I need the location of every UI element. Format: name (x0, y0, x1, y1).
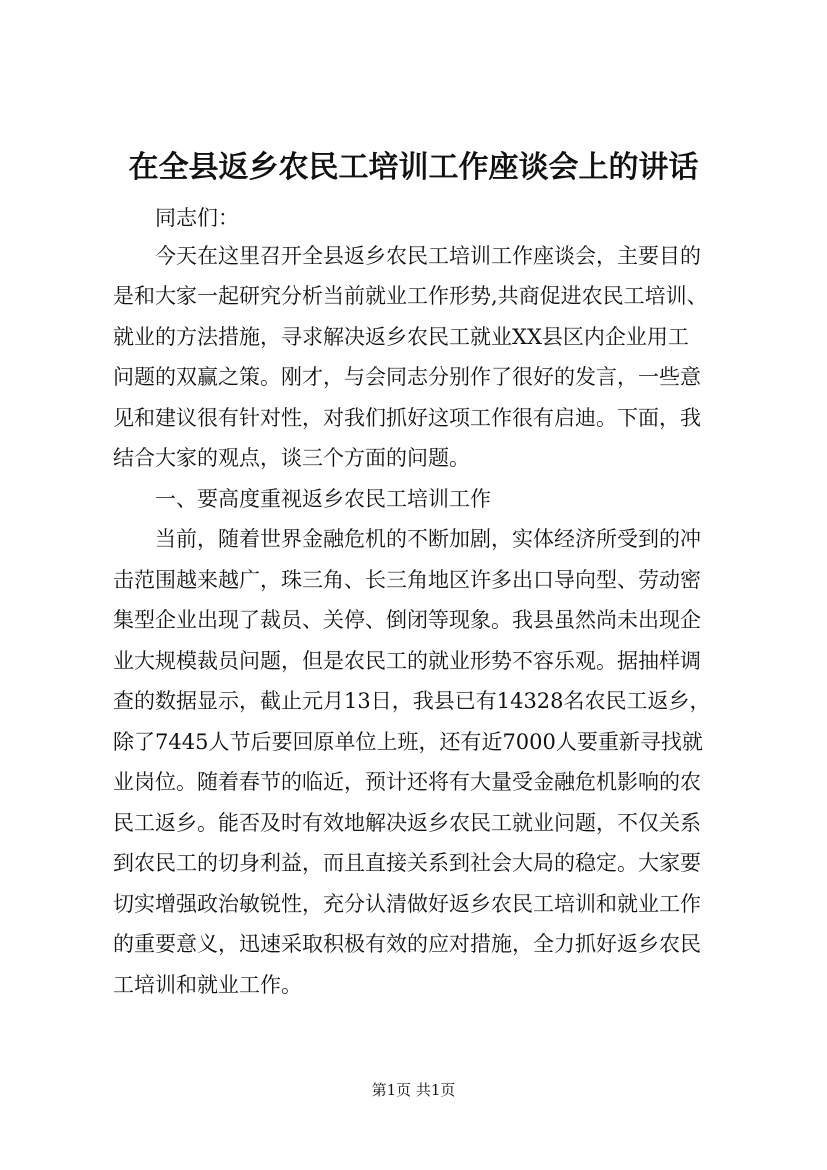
paragraph-line: 结合大家的观点，谈三个方面的问题。 (113, 446, 470, 470)
paragraph-line: 到农民工的切身利益，而且直接关系到社会大局的稳定。大家要 (113, 851, 701, 875)
paragraph-line: 业岗位。随着春节的临近，预计还将有大量受金融危机影响的农 (113, 770, 701, 794)
paragraph-line: 问题的双赢之策。刚才，与会同志分别作了很好的发言，一些意 (113, 365, 701, 389)
paragraph-line: 工培训和就业工作。 (113, 973, 302, 997)
page-footer: 第1页 共1页 (371, 1081, 456, 1099)
paragraph-line: 业大规模裁员问题，但是农民工的就业形势不容乐观。据抽样调 (113, 649, 701, 673)
paragraph-line: 击范围越来越广，珠三角、长三角地区许多出口导向型、劳动密 (113, 568, 701, 592)
paragraph-line: 当前，随着世界金融危机的不断加剧，实体经济所受到的冲 (155, 527, 701, 551)
paragraph-line: 是和大家一起研究分析当前就业工作形势,共商促进农民工培训、 (113, 284, 708, 308)
document-title: 在全县返乡农民工培训工作座谈会上的讲话 (128, 150, 699, 185)
salutation: 同志们： (155, 206, 239, 230)
paragraph-line: 民工返乡。能否及时有效地解决返乡农民工就业问题，不仅关系 (113, 811, 701, 835)
paragraph-line: 查的数据显示，截止元月13日，我县已有14328名农民工返乡， (113, 689, 711, 713)
paragraph-line: 的重要意义，迅速采取积极有效的应对措施，全力抓好返乡农民 (113, 932, 701, 956)
paragraph-line: 就业的方法措施，寻求解决返乡农民工就业XX县区内企业用工 (113, 325, 689, 349)
section-heading: 一、要高度重视返乡农民工培训工作 (155, 487, 491, 511)
paragraph-line: 今天在这里召开全县返乡农民工培训工作座谈会，主要目的 (155, 244, 701, 268)
paragraph-line: 集型企业出现了裁员、关停、倒闭等现象。我县虽然尚未出现企 (113, 608, 701, 632)
paragraph-line: 切实增强政治敏锐性，充分认清做好返乡农民工培训和就业工作 (113, 892, 701, 916)
paragraph-line: 见和建议很有针对性，对我们抓好这项工作很有启迪。下面，我 (113, 406, 701, 430)
paragraph-line: 除了7445人节后要回原单位上班，还有近7000人要重新寻找就 (113, 730, 703, 754)
